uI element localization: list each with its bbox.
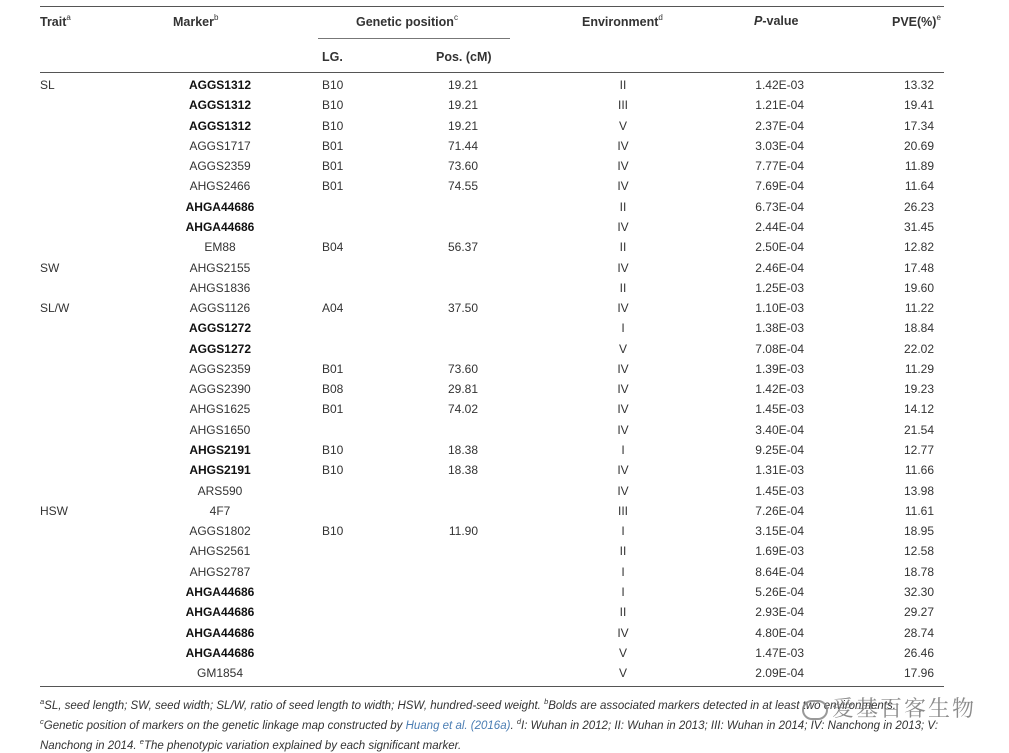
cell-environment: IV <box>617 260 629 275</box>
cell-p-value: 1.31E-03 <box>755 463 804 478</box>
cell-environment: V <box>618 666 627 681</box>
header-environment: Environment$^d$ <box>582 13 663 30</box>
table-row <box>40 463 944 483</box>
table-row <box>40 402 944 422</box>
cell-p-value: 7.08E-04 <box>755 341 804 356</box>
cell-environment: III <box>617 503 628 518</box>
table-row <box>40 626 944 646</box>
cell-pve: 29.27 <box>903 605 934 620</box>
cell-marker: AHGA44686 <box>185 219 255 234</box>
cell-p-value: 1.47E-03 <box>755 645 804 660</box>
table-row <box>40 443 944 463</box>
cell-p-value: 2.44E-04 <box>755 219 804 234</box>
cell-pve: 28.74 <box>903 625 934 640</box>
cell-p-value: 5.26E-04 <box>755 585 804 599</box>
cell-environment: II <box>619 605 627 620</box>
cell-environment: V <box>618 341 627 356</box>
cell-p-value: 2.37E-04 <box>755 118 804 133</box>
cell-p-value: 2.09E-04 <box>755 666 804 681</box>
cell-pve: 19.60 <box>903 280 934 295</box>
cell-marker: AGGS1272 <box>188 321 252 336</box>
header-trait: Trait$^a$ <box>40 13 71 30</box>
footnote-line-1: $^a$SL, seed length; SW, seed width; SL/W, ratio of seed length to width; HSW, hundred-seed weight. $^b$Bolds are associated markers detected in at least two environments. <box>40 697 896 712</box>
cell-environment: IV <box>617 159 629 174</box>
cell-pos: 19.21 <box>447 98 478 113</box>
cell-p-value: 3.03E-04 <box>755 138 804 153</box>
cell-p-value: 1.25E-03 <box>755 280 804 295</box>
cell-p-value: 1.21E-04 <box>755 98 804 113</box>
cell-p-value: 7.77E-04 <box>755 159 804 174</box>
table-row <box>40 382 944 402</box>
cell-marker: AGGS1272 <box>188 341 252 356</box>
header-pos: Pos. (cM) <box>436 50 492 64</box>
cell-pos: 73.60 <box>447 159 478 174</box>
cell-pos: 74.55 <box>447 179 478 194</box>
cell-pve: 32.30 <box>903 585 934 599</box>
cell-lg: B01 <box>322 402 344 417</box>
cell-p-value: 1.39E-03 <box>755 361 804 376</box>
cell-pve: 19.41 <box>903 98 934 113</box>
cell-environment: II <box>619 240 627 255</box>
cell-lg: B10 <box>322 78 344 92</box>
cell-marker: AGGS2390 <box>189 382 251 397</box>
cell-environment: IV <box>617 483 629 498</box>
cell-environment: IV <box>617 402 629 417</box>
cell-pve: 17.34 <box>903 118 934 133</box>
cell-environment: II <box>619 78 627 92</box>
table-row <box>40 504 944 524</box>
table-row <box>40 342 944 362</box>
cell-environment: II <box>619 199 627 214</box>
cell-pve: 17.48 <box>903 260 934 275</box>
cell-environment: I <box>621 321 625 336</box>
table-row <box>40 240 944 260</box>
genetic-position-rule <box>318 38 510 39</box>
table-row <box>40 321 944 341</box>
cell-environment: IV <box>617 138 629 153</box>
header-pve: PVE(%)$^e$ <box>892 13 941 30</box>
cell-marker: AGGS1312 <box>188 78 252 92</box>
cell-pve: 11.89 <box>904 159 934 174</box>
cell-pve: 18.78 <box>903 564 934 579</box>
cell-pos: 29.81 <box>447 382 478 397</box>
cell-marker: AGGS2359 <box>189 361 251 376</box>
cell-pve: 26.23 <box>903 199 934 214</box>
header-lg: LG. <box>322 50 343 64</box>
cell-marker: AHGA44686 <box>185 585 255 599</box>
cell-lg: B10 <box>322 463 344 478</box>
cell-environment: V <box>618 118 627 133</box>
cell-pve: 13.98 <box>903 483 934 498</box>
cell-lg: B01 <box>322 138 344 153</box>
cell-environment: IV <box>617 219 629 234</box>
cell-p-value: 6.73E-04 <box>755 199 804 214</box>
cell-environment: I <box>621 564 625 579</box>
cell-marker: AGGS1717 <box>189 138 251 153</box>
table-row <box>40 220 944 240</box>
cell-p-value: 2.50E-04 <box>755 240 804 255</box>
cell-lg: B01 <box>322 361 344 376</box>
cell-trait: SL/W <box>40 301 70 316</box>
cell-environment: IV <box>617 382 629 397</box>
cell-p-value: 1.69E-03 <box>755 544 804 559</box>
cell-pve: 18.84 <box>903 321 934 336</box>
cell-lg: A04 <box>322 301 344 316</box>
table-row <box>40 666 944 686</box>
cell-trait: SW <box>40 260 60 275</box>
table-row <box>40 646 944 666</box>
footnote-line-2: $^c$Genetic position of markers on the genetic linkage map constructed by Huang et al. (2016a). $^d$I: Wuhan in 2012; II: Wuhan in 2013; III: Wuhan in 2014; IV: Nanchong in 2013; V: Nanchong in 2014. $^e$The phenotypic variation explained by each significant marker. <box>40 716 939 752</box>
table-row <box>40 301 944 321</box>
cell-marker: AHGS1650 <box>189 422 251 437</box>
cell-marker: AHGA44686 <box>185 645 255 660</box>
table-row <box>40 565 944 585</box>
cell-environment: IV <box>617 361 629 376</box>
cell-lg: B01 <box>322 159 344 174</box>
table-header-rule <box>40 72 944 73</box>
cell-pve: 11.66 <box>904 463 934 478</box>
cell-environment: IV <box>617 463 629 478</box>
cell-marker: AHGS2191 <box>189 463 251 478</box>
cell-p-value: 1.38E-03 <box>755 321 804 336</box>
cell-environment: IV <box>617 301 629 316</box>
table-row <box>40 524 944 544</box>
cell-p-value: 1.10E-03 <box>755 301 804 316</box>
table-row <box>40 200 944 220</box>
cell-trait: SL <box>40 78 55 92</box>
cell-p-value: 3.40E-04 <box>755 422 804 437</box>
wechat-icon <box>802 700 828 720</box>
cell-pve: 22.02 <box>903 341 934 356</box>
cell-lg: B08 <box>322 382 344 397</box>
cell-environment: II <box>619 544 627 559</box>
cell-marker: AGGS1126 <box>189 301 251 316</box>
cell-pve: 26.46 <box>903 645 934 660</box>
cell-pos: 74.02 <box>447 402 478 417</box>
cell-lg: B10 <box>322 98 344 113</box>
header-p-value: P-value <box>754 14 799 28</box>
table-row <box>40 281 944 301</box>
cell-environment: I <box>621 585 625 599</box>
table-row <box>40 139 944 159</box>
cell-pos: 37.50 <box>447 301 478 316</box>
table-row <box>40 605 944 625</box>
cell-pve: 11.61 <box>904 503 934 518</box>
cell-marker: AHGA44686 <box>185 605 255 620</box>
cell-pos: 73.60 <box>447 361 478 376</box>
table-row <box>40 159 944 179</box>
cell-p-value: 1.45E-03 <box>755 483 804 498</box>
cell-p-value: 2.93E-04 <box>755 605 804 620</box>
cell-marker: EM88 <box>204 240 236 255</box>
table-row <box>40 98 944 118</box>
watermark: 爱基百客生物 <box>802 692 976 723</box>
cell-pve: 19.23 <box>903 382 934 397</box>
cell-p-value: 8.64E-04 <box>755 564 804 579</box>
cell-pve: 14.12 <box>903 402 934 417</box>
cell-pve: 12.77 <box>903 443 934 458</box>
table-row <box>40 484 944 504</box>
cell-environment: I <box>621 524 625 539</box>
cell-marker: AHGS2191 <box>189 443 251 458</box>
table-row <box>40 544 944 564</box>
cell-environment: IV <box>617 179 629 194</box>
cell-marker: AHGA44686 <box>185 625 255 640</box>
cell-marker: AGGS1312 <box>188 118 252 133</box>
cell-pve: 21.54 <box>903 422 934 437</box>
header-genetic-position: Genetic position$^c$ <box>356 13 458 30</box>
cell-pve: 11.22 <box>904 301 934 316</box>
table-row <box>40 78 944 98</box>
cell-marker: AHGS1836 <box>189 280 251 295</box>
cell-lg: B04 <box>322 240 344 255</box>
cell-pve: 12.82 <box>903 240 934 255</box>
cell-pve: 12.58 <box>903 544 934 559</box>
cell-p-value: 1.45E-03 <box>755 402 804 417</box>
cell-lg: B10 <box>322 524 344 539</box>
cell-environment: III <box>617 98 628 113</box>
cell-pve: 11.64 <box>904 179 934 194</box>
cell-p-value: 3.15E-04 <box>755 524 804 539</box>
cell-marker: 4F7 <box>209 503 231 518</box>
cell-marker: AHGS2155 <box>189 260 251 275</box>
cell-pve: 20.69 <box>903 138 934 153</box>
cell-lg: B10 <box>322 118 344 133</box>
cell-p-value: 7.26E-04 <box>755 503 804 518</box>
cell-pos: 71.44 <box>447 138 478 153</box>
citation-link[interactable]: Huang et al. (2016a) <box>405 719 511 732</box>
cell-environment: IV <box>617 422 629 437</box>
cell-p-value: 1.42E-03 <box>755 382 804 397</box>
cell-trait: HSW <box>40 503 68 518</box>
cell-pos: 18.38 <box>447 443 478 458</box>
cell-p-value: 1.42E-03 <box>755 78 804 92</box>
cell-marker: AHGS2466 <box>189 179 251 194</box>
cell-pos: 56.37 <box>447 240 478 255</box>
cell-pos: 19.21 <box>447 118 478 133</box>
table-row <box>40 423 944 443</box>
cell-marker: GM1854 <box>196 666 244 681</box>
cell-marker: AHGS2787 <box>189 564 251 579</box>
cell-environment: IV <box>617 625 629 640</box>
cell-pve: 31.45 <box>903 219 934 234</box>
table-row <box>40 179 944 199</box>
cell-pve: 18.95 <box>903 524 934 539</box>
cell-pos: 11.90 <box>448 524 478 539</box>
cell-marker: AGGS1802 <box>189 524 251 539</box>
cell-lg: B10 <box>322 443 344 458</box>
cell-marker: AHGS2561 <box>189 544 251 559</box>
cell-p-value: 2.46E-04 <box>755 260 804 275</box>
table-row <box>40 585 944 605</box>
cell-p-value: 4.80E-04 <box>755 625 804 640</box>
cell-environment: I <box>621 443 625 458</box>
cell-pve: 13.32 <box>903 78 934 92</box>
cell-pos: 19.21 <box>447 78 478 92</box>
cell-p-value: 7.69E-04 <box>755 179 804 194</box>
cell-environment: II <box>619 280 627 295</box>
cell-lg: B01 <box>322 179 344 194</box>
cell-pve: 17.96 <box>903 666 934 681</box>
cell-pos: 18.38 <box>447 463 478 478</box>
cell-marker: ARS590 <box>197 483 243 498</box>
cell-marker: AHGS1625 <box>189 402 251 417</box>
cell-environment: V <box>618 645 627 660</box>
table-row <box>40 362 944 382</box>
cell-marker: AGGS1312 <box>188 98 252 113</box>
table-row <box>40 261 944 281</box>
table-top-rule <box>40 6 944 7</box>
table-row <box>40 119 944 139</box>
table-bottom-rule <box>40 686 944 687</box>
cell-marker: AGGS2359 <box>189 159 251 174</box>
cell-p-value: 9.25E-04 <box>755 443 804 458</box>
cell-pve: 11.29 <box>904 361 934 376</box>
header-marker: Marker$^b$ <box>173 13 219 30</box>
cell-marker: AHGA44686 <box>185 199 255 214</box>
